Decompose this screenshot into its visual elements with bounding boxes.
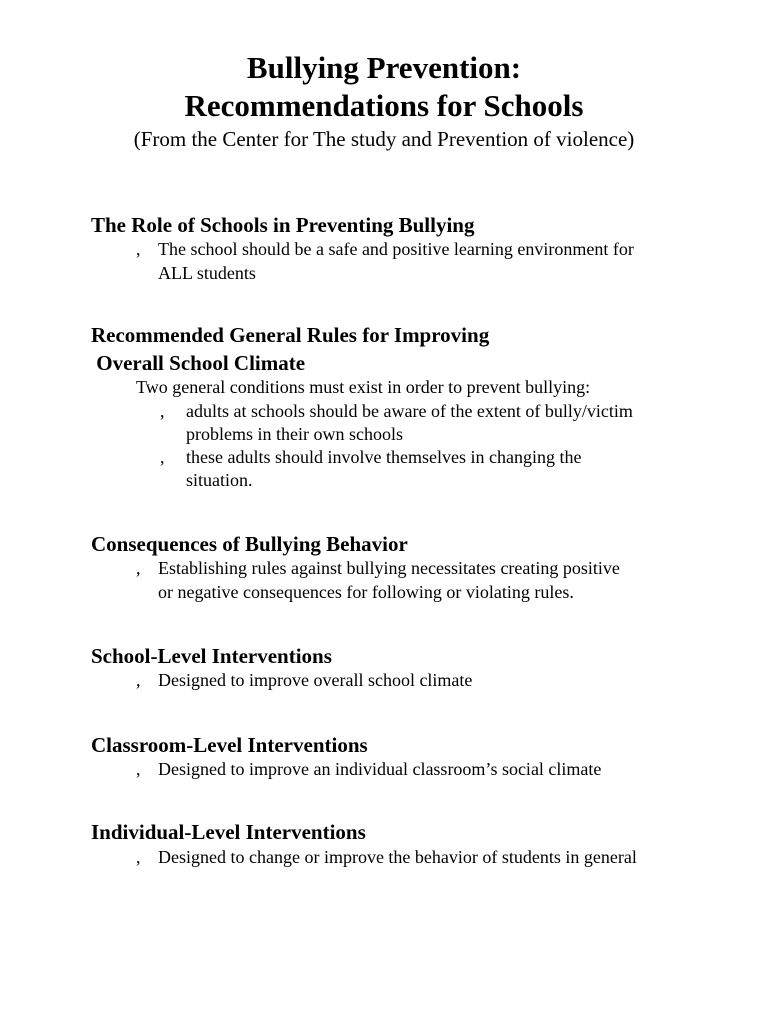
bullet-marker: , <box>136 239 141 259</box>
section-heading-classroom-level: Classroom-Level Interventions <box>91 733 368 757</box>
section-heading-role-of-schools: The Role of Schools in Preventing Bullying <box>91 213 475 237</box>
page-title-line-2: Recommendations for Schools <box>184 88 584 123</box>
bullet-text-line: Designed to change or improve the behavior of students in general <box>158 847 637 867</box>
bullet-text-line: adults at schools should be aware of the extent of bully/victim <box>186 401 633 421</box>
bullet-text-line: Designed to improve an individual classroom’s social climate <box>158 759 602 779</box>
section-heading-individual-level: Individual-Level Interventions <box>91 820 366 844</box>
bullet-marker: , <box>160 401 165 421</box>
page-subtitle: (From the Center for The study and Prevention of violence) <box>133 127 635 151</box>
bullet-text-line: Designed to improve overall school climate <box>158 670 473 690</box>
bullet-marker: , <box>136 759 141 779</box>
bullet-marker: , <box>136 847 141 867</box>
bullet-text-line: The school should be a safe and positive learning environment for <box>158 239 634 259</box>
bullet-marker: , <box>136 558 141 578</box>
page-title-line-1: Bullying Prevention: <box>246 50 522 85</box>
section-heading-general-rules-line-1: Recommended General Rules for Improving <box>91 323 490 347</box>
section-heading-general-rules-line-2: Overall School Climate <box>91 351 306 375</box>
bullet-text-line: Establishing rules against bullying necessitates creating positive <box>158 558 620 578</box>
section-intro-text: Two general conditions must exist in order to prevent bullying: <box>136 377 591 397</box>
bullet-text-line: problems in their own schools <box>186 424 403 444</box>
section-heading-consequences: Consequences of Bullying Behavior <box>91 532 408 556</box>
bullet-marker: , <box>160 447 165 467</box>
bullet-text-line: situation. <box>186 470 253 490</box>
bullet-text-line: ALL students <box>158 263 256 283</box>
bullet-text-line: or negative consequences for following or violating rules. <box>158 582 574 602</box>
bullet-text-line: these adults should involve themselves in changing the <box>186 447 582 467</box>
section-heading-school-level: School-Level Interventions <box>91 644 332 668</box>
bullet-marker: , <box>136 670 141 690</box>
